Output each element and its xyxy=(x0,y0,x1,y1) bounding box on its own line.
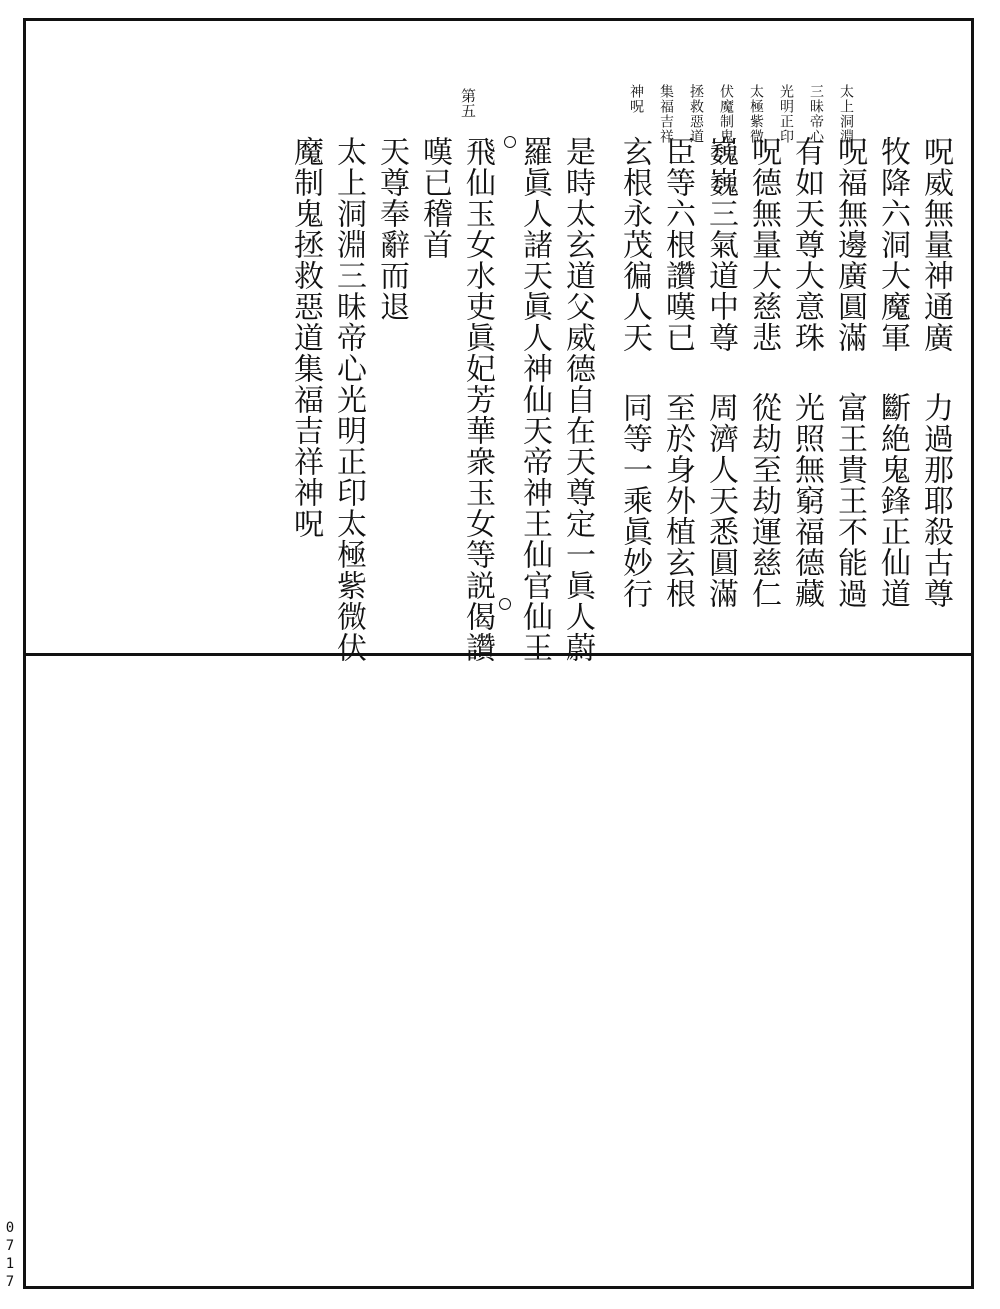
prose-line: 太上洞淵三昧帝心光明正印太極紫微伏 xyxy=(331,136,366,663)
verse-line: 斷絶鬼鋒正仙道 xyxy=(875,392,910,609)
verse-line: 玄根永茂徧人天 xyxy=(617,136,652,353)
verse-line: 光照無窮福德藏 xyxy=(789,392,824,609)
verse-line: 呪福無邊廣圓滿 xyxy=(832,136,867,353)
note-line: 集福吉祥 xyxy=(658,84,674,144)
prose-line: 是時太玄道父威德自在天尊定一眞人蔚 xyxy=(560,136,595,663)
circle-mark xyxy=(499,598,511,610)
note-line: 光明正印 xyxy=(778,84,794,144)
verse-line: 從劫至劫運慈仁 xyxy=(746,392,781,609)
circle-mark xyxy=(504,136,516,148)
verse-line: 有如天尊大意珠 xyxy=(789,136,824,353)
verse-line: 巍巍三氣道中尊 xyxy=(703,136,738,353)
note-line: 太極紫微 xyxy=(748,84,764,144)
note-line: 三昧帝心 xyxy=(808,84,824,144)
page-divider xyxy=(23,653,974,656)
page-label: 第五 xyxy=(459,88,477,118)
note-line: 拯救惡道 xyxy=(688,84,704,144)
verse-line: 富王貴王不能過 xyxy=(832,392,867,609)
verse-line: 呪德無量大慈悲 xyxy=(746,136,781,353)
prose-line: 魔制鬼拯救惡道集福吉祥神呪 xyxy=(288,136,323,539)
verse-line: 力過那耶殺古尊 xyxy=(918,392,953,609)
prose-line: 天尊奉辭而退 xyxy=(374,136,409,322)
verse-line: 周濟人天悉圓滿 xyxy=(703,392,738,609)
prose-line: 嘆已稽首 xyxy=(417,136,452,260)
verse-line: 臣等六根讚嘆已 xyxy=(660,136,695,353)
note-line: 伏魔制鬼 xyxy=(718,84,734,144)
verse-line: 呪威無量神通廣 xyxy=(918,136,953,353)
side-page-number: 0717 xyxy=(2,1220,18,1292)
verse-line: 牧降六洞大魔軍 xyxy=(875,136,910,353)
prose-line: 飛仙玉女水吏眞妃芳華衆玉女等説偈讚 xyxy=(460,136,495,663)
verse-line: 同等一乘眞妙行 xyxy=(617,392,652,609)
note-line: 太上洞淵 xyxy=(838,84,854,144)
note-line: 神呪 xyxy=(628,84,644,114)
verse-line: 至於身外植玄根 xyxy=(660,392,695,609)
prose-line: 羅眞人諸天眞人神仙天帝神王仙官仙王 xyxy=(517,136,552,663)
